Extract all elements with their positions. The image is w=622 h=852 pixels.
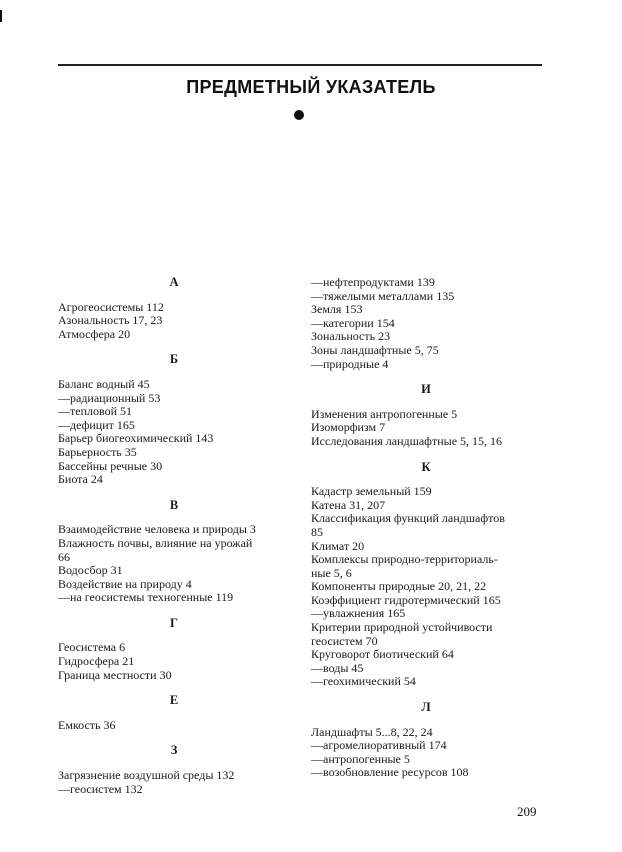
page-title: ПРЕДМЕТНЫЙ УКАЗАТЕЛЬ — [186, 77, 436, 97]
entry-list — [58, 641, 290, 682]
index-entry: Биота 24 — [58, 472, 103, 487]
index-entry: Азональность 17, 23 — [58, 313, 163, 328]
index-entry: —на геосистемы техногенные 119 — [58, 590, 234, 605]
section-letter: Л — [421, 700, 431, 715]
entry-list — [311, 485, 541, 689]
index-entry: Загрязнение воздушной среды 132 — [58, 768, 235, 783]
index-entry: Круговорот биотический 64 — [311, 647, 454, 662]
index-entry: —природные 4 — [311, 356, 389, 371]
index-entry: Классификация функций ландшафтов — [311, 511, 505, 526]
scan-edge-mark — [0, 10, 2, 22]
index-entry: Коэффициент гидротермический 165 — [311, 592, 501, 607]
index-entry: Влажность почвы, влияние на урожай — [58, 535, 253, 550]
index-entry: —категории 154 — [311, 315, 395, 330]
index-section — [58, 694, 290, 732]
index-entry: Катена 31, 207 — [311, 497, 386, 512]
index-entry: Бассейны речные 30 — [58, 458, 163, 473]
section-letter: Б — [169, 352, 179, 367]
index-entry: Ландшафты 5...8, 22, 24 — [311, 724, 433, 739]
index-entry: —геохимический 54 — [311, 674, 416, 689]
index-entry: Кадастр земельный 159 — [311, 484, 432, 499]
entry-list — [58, 769, 290, 796]
index-section — [58, 353, 290, 486]
index-section — [58, 744, 290, 796]
index-entry: —агромелиоративный 174 — [311, 738, 447, 753]
entry-list — [311, 408, 541, 449]
index-section — [311, 383, 541, 448]
index-entry: Атмосфера 20 — [58, 326, 131, 341]
index-entry: —воды 45 — [311, 660, 364, 675]
section-letter: З — [170, 743, 178, 758]
index-entry: Агрогеосистемы 112 — [58, 299, 164, 314]
index-entry: Барьер биогеохимический 143 — [58, 431, 214, 446]
section-letter: И — [421, 382, 431, 397]
entry-list — [58, 378, 290, 487]
index-entry: —увлажнения 165 — [311, 606, 406, 621]
section-letter: А — [169, 275, 179, 289]
index-entry: Взаимодействие человека и природы 3 — [58, 522, 256, 537]
index-entry: —тепловой 51 — [58, 404, 132, 419]
index-entry: Изменения антропогенные 5 — [311, 406, 458, 421]
index-entry: —дефицит 165 — [58, 417, 135, 432]
index-entry: —нефтепродуктами 139 — [311, 275, 435, 289]
index-entry: —геосистем 132 — [58, 781, 143, 796]
index-entry: Водосбор 31 — [58, 563, 123, 578]
index-column-right — [311, 276, 541, 792]
index-section — [311, 461, 541, 690]
entry-list — [58, 301, 290, 342]
index-entry: Воздействие на природу 4 — [58, 576, 192, 591]
index-entry: Критерии природной устойчивости — [311, 620, 493, 635]
section-letter: Г — [170, 615, 178, 630]
index-entry: Барьерность 35 — [58, 444, 137, 459]
index-entry: Геосистема 6 — [58, 640, 126, 655]
entry-list — [58, 523, 290, 605]
index-entry: —антропогенные 5 — [311, 751, 410, 766]
index-entry: Комплексы природно-территориаль- — [311, 552, 498, 567]
index-section — [58, 499, 290, 605]
header-rule — [58, 64, 542, 66]
index-entry: Исследования ландшафтные 5, 15, 16 — [311, 433, 503, 448]
index-section — [311, 276, 541, 371]
index-entry: 66 — [58, 549, 70, 564]
entry-list — [311, 276, 541, 371]
index-entry: —радиационный 53 — [58, 390, 161, 405]
index-entry: Гидросфера 21 — [58, 654, 135, 669]
index-entry: —возобновление ресурсов 108 — [311, 765, 469, 780]
index-column-left — [58, 276, 290, 808]
index-section — [311, 701, 541, 780]
index-entry: Изоморфизм 7 — [311, 420, 386, 435]
entry-list — [311, 726, 541, 780]
section-letter: В — [169, 497, 179, 512]
index-entry: —тяжелыми металлами 135 — [311, 288, 455, 303]
index-entry: Земля 153 — [311, 302, 363, 317]
index-section — [58, 276, 290, 341]
index-entry: Баланс водный 45 — [58, 376, 150, 391]
index-entry: Зоны ландшафтные 5, 75 — [311, 342, 439, 357]
index-section — [58, 617, 290, 682]
entry-list — [58, 719, 290, 733]
index-entry: Зональность 23 — [311, 329, 391, 344]
index-entry: Граница местности 30 — [58, 667, 172, 682]
bullet-ornament — [294, 110, 304, 120]
section-letter: Е — [169, 693, 179, 708]
index-entry: 85 — [311, 524, 323, 539]
index-entry: Емкость 36 — [58, 717, 116, 732]
index-entry: ные 5, 6 — [311, 565, 352, 580]
section-letter: К — [421, 459, 431, 474]
page-number: 209 — [517, 804, 537, 819]
index-entry: геосистем 70 — [311, 633, 378, 648]
index-entry: Компоненты природные 20, 21, 22 — [311, 579, 487, 594]
index-entry: Климат 20 — [311, 538, 365, 553]
